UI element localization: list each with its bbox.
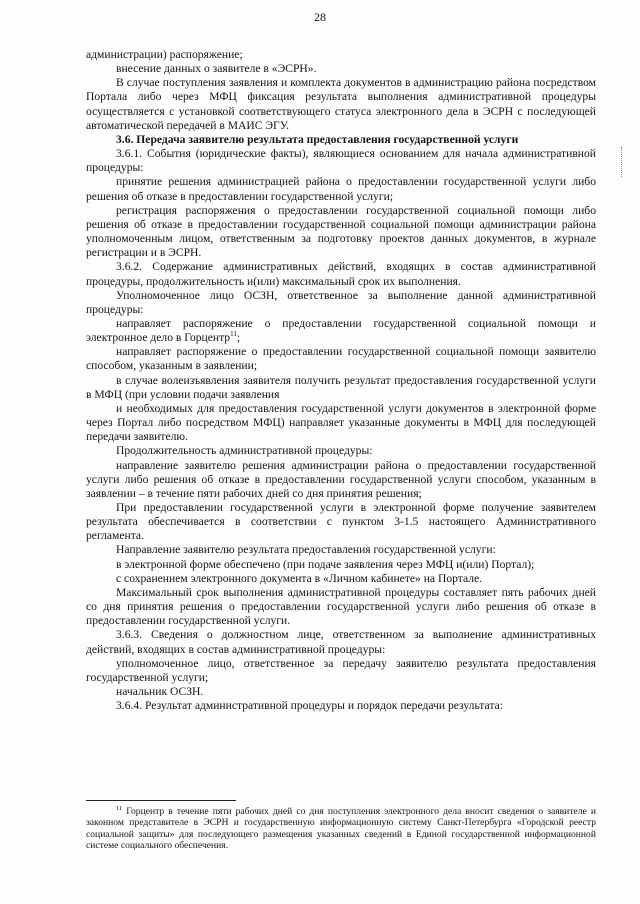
paragraph-text: В случае поступления заявления и комплекта документов в администрацию района посредством Портала либо через МФЦ фиксация результата выполнения административной процедуры осуществляется с установкой соответствующего статуса электронного дела в ЭСРН с последующей автоматической передачей в МАИС ЭГУ.: [86, 76, 596, 132]
paragraph-text: направление заявителю решения администрации района о предоставлении государственной услуги либо решения об отказе в предоставлении государственной услуги способом, указанным в заявлении – в течение пяти рабочих дней со дня принятия решения;: [86, 458, 596, 500]
paragraph-text: регистрация распоряжения о предоставлении государственной социальной помощи либо решения об отказе в предоставлении государственной социальной помощи администрации района уполномоченным лицом, ответственным за подготовку проектов данных документов, в журнале регистрации и в ЭСРН.: [86, 203, 596, 260]
paragraph-text: 3.6. Передача заявителю результата предоставления государственной услуги: [116, 132, 519, 146]
body-paragraph: [86, 317, 596, 345]
footnote-separator: [86, 800, 236, 801]
paragraph-text: Продолжительность административной процедуры:: [116, 444, 373, 458]
paragraph-text: 3.6.4. Результат административной процедуры и порядок передачи результата:: [116, 699, 503, 713]
paragraph-text: в электронной форме обеспечено (при подаче заявления через МФЦ и(или) Портал);: [116, 557, 535, 571]
footnote-text: Горцентр в течение пяти рабочих дней со дня поступления электронного дела вносит сведения о заявителе и законном представителе в ЭСРН и государственную информационную систему Санкт-Петербурга «Городской реестр социальной защиты» для последующего размещения указанных сведений в Единой государственной информационной системе социального обеспечения.: [86, 806, 596, 852]
footnote-marker: 11: [116, 804, 123, 812]
body-paragraph: [86, 685, 596, 699]
document-body: [86, 48, 596, 713]
paragraph-text: в случае волеизъявления заявителя получить результат предоставления государственной услуги в МФЦ (при условии подачи заявления: [86, 373, 596, 401]
body-paragraph: [86, 699, 596, 713]
body-paragraph: [86, 501, 596, 543]
body-paragraph: [86, 260, 596, 288]
scan-edge-mark: [621, 147, 623, 177]
body-paragraph: [86, 459, 596, 501]
body-paragraph: [86, 289, 596, 317]
paragraph-text: уполномоченное лицо, ответственное за передачу заявителю результата предоставления государственной услуги;: [86, 656, 596, 684]
paragraph-text: внесение данных о заявителе в «ЭСРН».: [116, 62, 317, 76]
paragraph-text: Направление заявителю результата предоставления государственной услуги:: [116, 543, 496, 557]
paragraph-text: направляет распоряжение о предоставлении государственной социальной помощи и электронное дело в Горцентр: [86, 316, 596, 345]
body-paragraph: [86, 586, 596, 628]
body-paragraph: [86, 657, 596, 685]
paragraph-text: 3.6.1. События (юридические факты), являющиеся основанием для начала административной процедуры:: [86, 147, 596, 175]
body-paragraph: [86, 558, 596, 572]
body-paragraph: [86, 62, 596, 76]
paragraph-text: направляет распоряжение о предоставлении государственной социальной помощи заявителю способом, указанным в заявлении;: [86, 345, 596, 373]
paragraph-text: начальник ОСЗН.: [116, 685, 204, 699]
paragraph-text: При предоставлении государственной услуги в электронной форме получение заявителем результата обеспечивается в соответствии с пунктом 3-1.5 настоящего Административного регламента.: [86, 501, 596, 543]
body-paragraph: [86, 48, 596, 62]
body-paragraph: [86, 444, 596, 458]
body-paragraph: [86, 543, 596, 557]
paragraph-text: 3.6.3. Сведения о должностном лице, ответственном за выполнение административных действий, входящих в состав административной процедуры:: [86, 628, 596, 656]
paragraph-text: 3.6.2. Содержание административных действий, входящих в состав административной процедуры, продолжительность и(или) максимальный срок их выполнения.: [86, 260, 596, 288]
body-paragraph: [86, 402, 596, 444]
paragraph-text-tail: ;: [236, 331, 241, 345]
body-paragraph: [86, 374, 596, 402]
paragraph-text: принятие решения администрацией района о предоставлении государственной услуги либо решения об отказе в предоставлении государственной услуги;: [86, 175, 596, 203]
body-paragraph: [86, 175, 596, 203]
body-paragraph: [86, 628, 596, 656]
body-paragraph: [86, 147, 596, 175]
section-heading: [86, 133, 596, 147]
page-number: 28: [314, 10, 326, 24]
body-paragraph: [86, 345, 596, 373]
paragraph-text: Максимальный срок выполнения административной процедуры составляет пять рабочих дней со дня принятия решения о предоставлении государственной услуги либо решения об отказе в предоставлении государственной услуги.: [86, 585, 596, 628]
body-paragraph: [86, 572, 596, 586]
body-paragraph: [86, 76, 596, 133]
paragraph-text: администрации) распоряжение;: [86, 48, 243, 61]
footnote-reference: 11: [230, 330, 237, 339]
body-paragraph: [86, 204, 596, 261]
footnote: [86, 806, 596, 852]
paragraph-text: с сохранением электронного документа в «Личном кабинете» на Портале.: [116, 571, 483, 585]
paragraph-text: Уполномоченное лицо ОСЗН, ответственное за выполнение данной административной процедуры:: [86, 288, 596, 316]
paragraph-text: и необходимых для предоставления государственной услуги документов в электронной форме через Портал либо посредством МФЦ) направляет указанные документы в МФЦ для последующей передачи заявителю.: [86, 401, 596, 444]
